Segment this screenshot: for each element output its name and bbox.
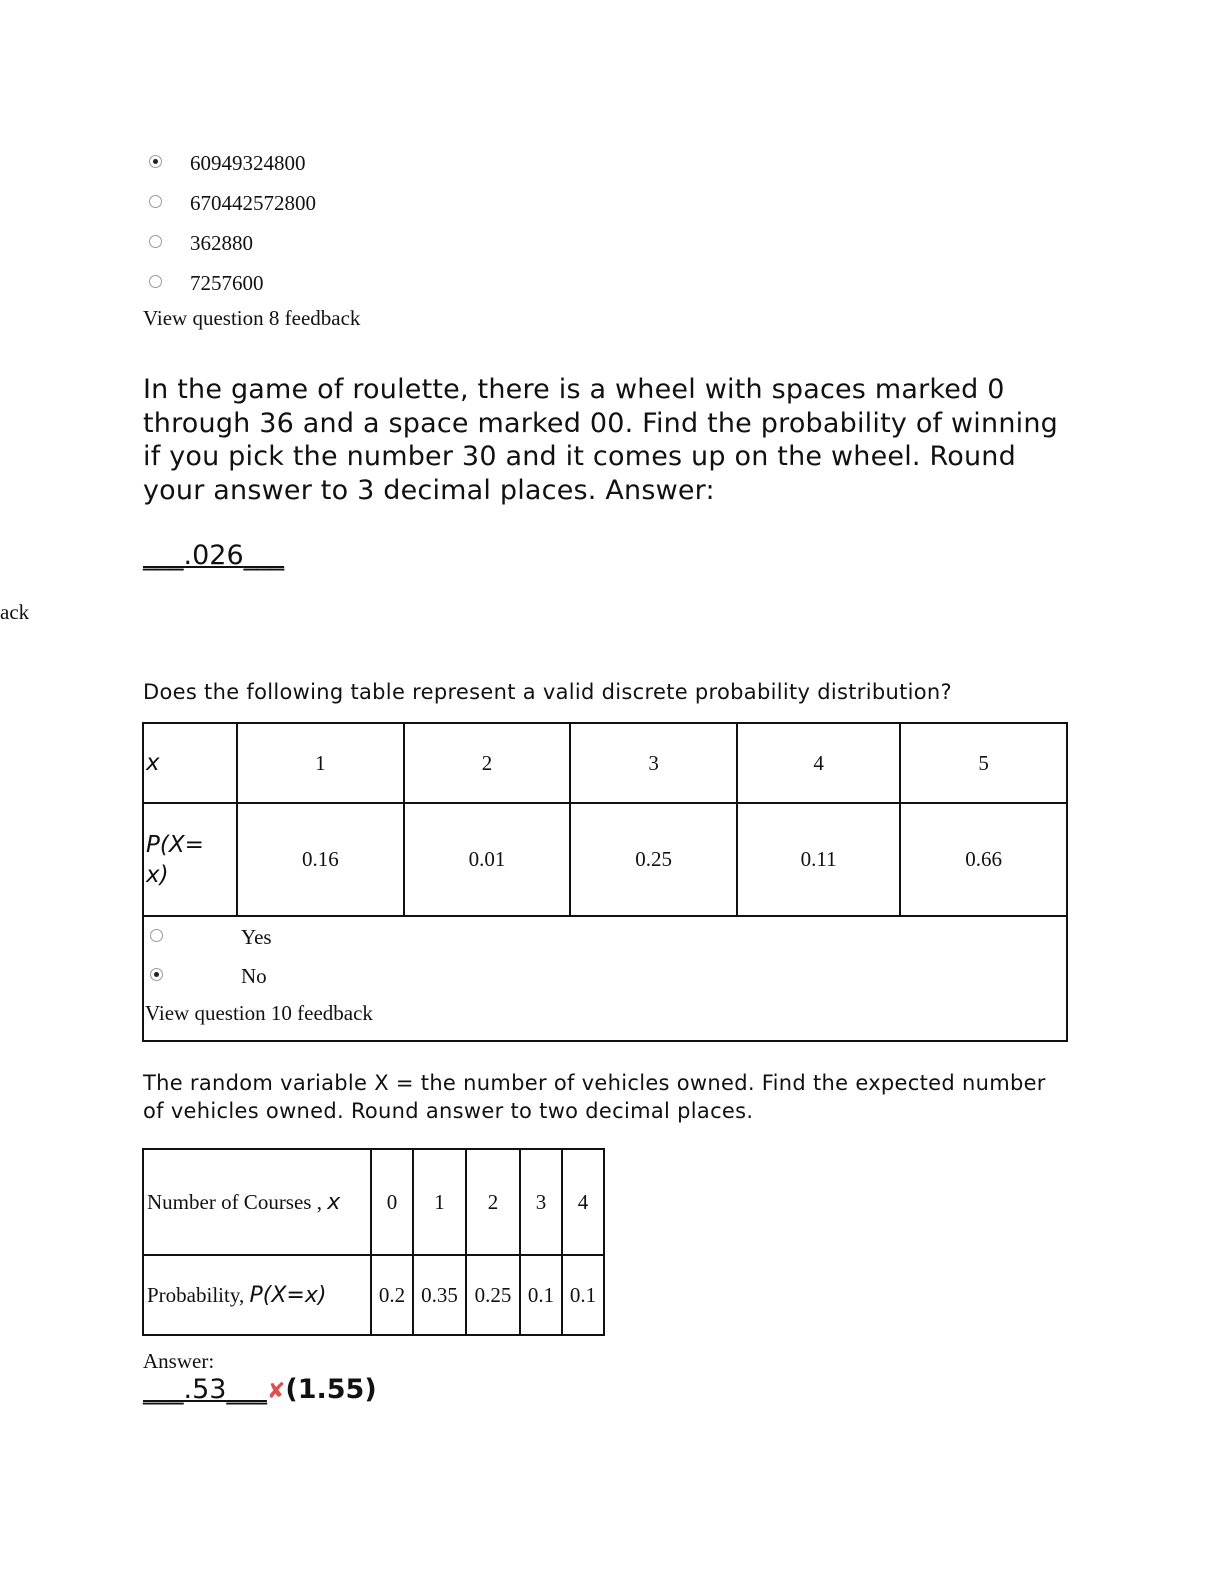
q11-answer-value: .53 — [183, 1374, 227, 1405]
q10-option-no-label: No — [241, 964, 267, 988]
q10-distribution-table — [142, 722, 1068, 1042]
q10-x-row — [143, 723, 1067, 803]
q11-x-row — [143, 1149, 604, 1255]
q11-answer-pad-left: ___ — [143, 1374, 184, 1405]
q10-x-cell: 2 — [404, 723, 571, 803]
q11-x-cell: 1 — [413, 1149, 466, 1255]
q9-answer-pad-left: ___ — [143, 540, 184, 571]
q11-answer — [143, 1374, 377, 1408]
q11-x-header-var: x — [327, 1189, 341, 1215]
q8-option-3-label: 362880 — [190, 231, 253, 255]
q11-correct-answer: (1.55) — [285, 1374, 377, 1405]
q10-p-cell: 0.11 — [737, 803, 900, 916]
q8-option-2-label: 670442572800 — [190, 191, 316, 215]
margin-fragment-text: ack — [0, 600, 30, 624]
q10-answer-cell — [143, 916, 1067, 1041]
q10-x-cell: 5 — [900, 723, 1067, 803]
incorrect-x-icon: ✘ — [266, 1379, 286, 1404]
q10-p-cell: 0.66 — [900, 803, 1067, 916]
q10-p-header: P(X= x) — [143, 803, 237, 916]
q10-answer-row — [143, 916, 1067, 1041]
q10-x-cell: 4 — [737, 723, 900, 803]
q11-x-header-text: Number of Courses , — [147, 1189, 322, 1214]
q11-question-text: The random variable X = the number of vehicles owned. Find the expected number of vehicles owned. Round answer to two decimal places. — [143, 1071, 1046, 1123]
q11-vehicles-table — [142, 1148, 605, 1336]
q8-option-1-label: 60949324800 — [190, 151, 306, 175]
q10-x-header: x — [143, 723, 237, 803]
q8-option-4-label: 7257600 — [190, 271, 264, 295]
q11-p-cell: 0.25 — [466, 1255, 520, 1335]
q10-p-row — [143, 803, 1067, 916]
q8-option-4-radio[interactable] — [149, 275, 162, 288]
q8-option-2-radio[interactable] — [149, 195, 162, 208]
q10-question-text: Does the following table represent a valid discrete probability distribution? — [143, 680, 952, 704]
q11-x-cell: 2 — [466, 1149, 520, 1255]
q8-option-3-radio[interactable] — [149, 235, 162, 248]
q9-answer-value: .026 — [183, 540, 244, 571]
q8-feedback-link[interactable]: View question 8 feedback — [143, 306, 361, 330]
q11-x-cell: 4 — [562, 1149, 604, 1255]
q10-p-cell: 0.16 — [237, 803, 404, 916]
q9-question-text: In the game of roulette, there is a wheel with spaces marked 0 through 36 and a space marked 00. Find the probability of winning if you pick the number 30 and it comes up on the wheel. Round your answer to 3 decimal places. Answer: — [143, 374, 1058, 506]
q9-answer-pad-right: ___ — [243, 540, 285, 571]
q10-p-cell: 0.25 — [570, 803, 737, 916]
q11-p-row — [143, 1255, 604, 1335]
q11-p-cell: 0.1 — [520, 1255, 562, 1335]
q8-option-1-radio[interactable] — [149, 155, 162, 168]
q10-option-yes-radio[interactable] — [150, 929, 163, 942]
q11-x-cell: 3 — [520, 1149, 562, 1255]
q10-p-cell: 0.01 — [404, 803, 571, 916]
q11-p-cell: 0.2 — [371, 1255, 413, 1335]
q10-option-yes-label: Yes — [241, 925, 272, 949]
q10-x-cell: 1 — [237, 723, 404, 803]
q11-answer-pad-right: ___ — [226, 1374, 267, 1405]
q11-p-cell: 0.1 — [562, 1255, 604, 1335]
q11-answer-label: Answer: — [143, 1349, 215, 1373]
q11-x-header — [143, 1149, 371, 1255]
q11-p-header-text: Probability, — [147, 1282, 245, 1307]
q11-x-cell: 0 — [371, 1149, 413, 1255]
q9-answer — [143, 540, 284, 572]
q11-p-cell: 0.35 — [413, 1255, 466, 1335]
q10-feedback-link[interactable]: View question 10 feedback — [145, 1001, 373, 1025]
q10-option-no-radio[interactable] — [150, 968, 163, 981]
q10-x-cell: 3 — [570, 723, 737, 803]
q11-p-header-var: P(X=x) — [249, 1282, 327, 1308]
q11-p-header — [143, 1255, 371, 1335]
